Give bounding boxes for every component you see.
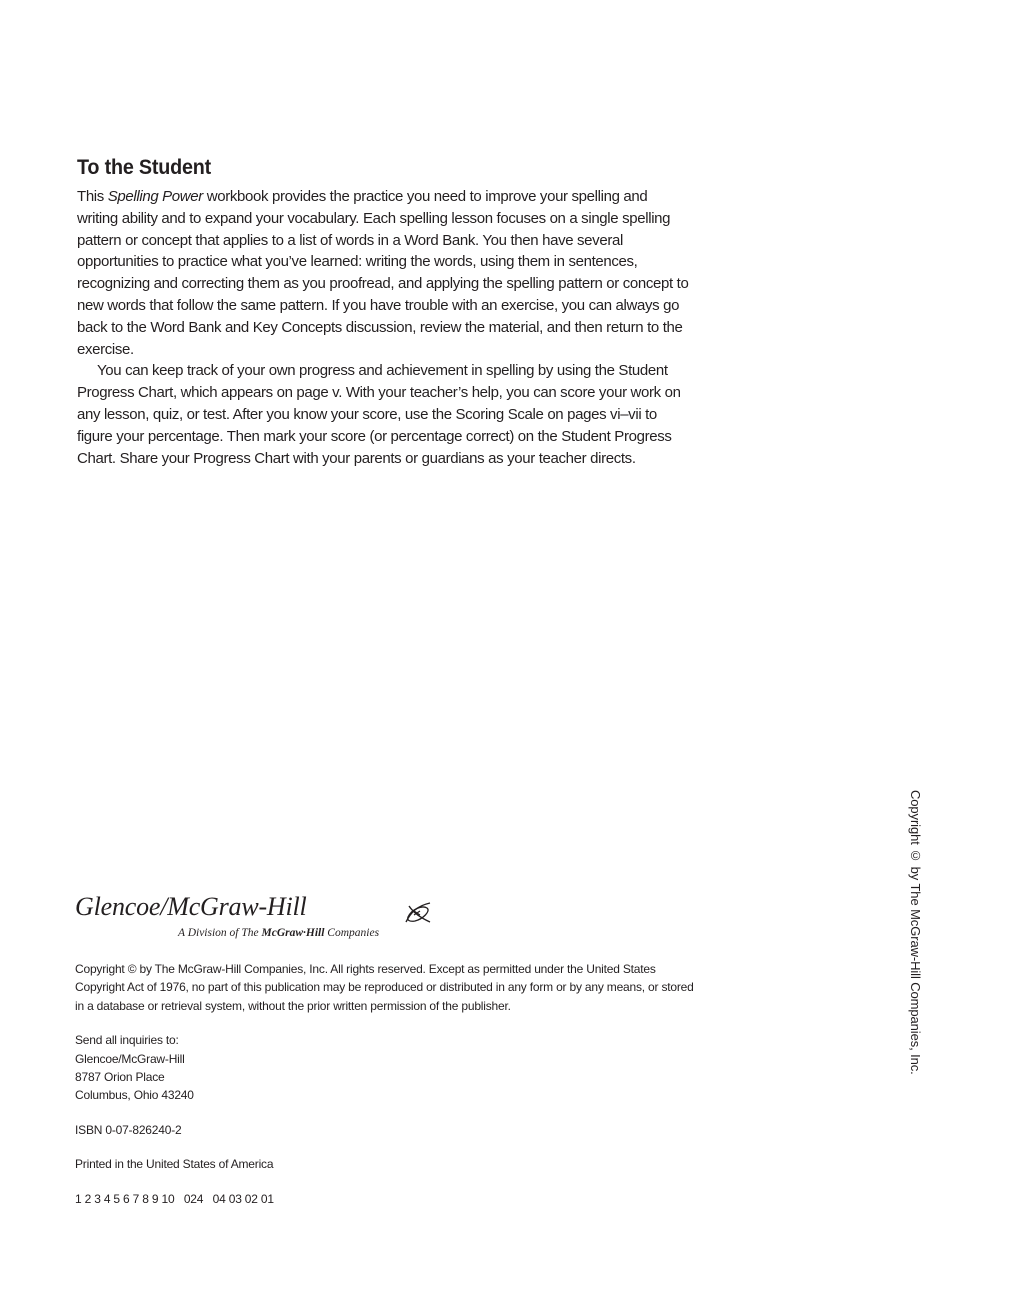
publisher-division-line: A Division of The McGraw·Hill Companies (178, 927, 380, 939)
section-title: To the Student (77, 156, 212, 179)
side-copyright-notice: Copyright © by The McGraw-Hill Companies, Inc. (908, 790, 923, 1075)
mcgraw-hill-brand: McGraw·Hill (261, 927, 325, 939)
workbook-title: Spelling Power (107, 188, 203, 205)
printed-in: Printed in the United States of America (75, 1157, 274, 1172)
address-line: Glencoe/McGraw-Hill (75, 1051, 185, 1066)
address-line: 8787 Orion Place (75, 1070, 165, 1085)
copyright-notice: Copyright © by The McGraw-Hill Companies, Inc. All rights reserved. Except as permitted under the United States Copyright Act of 1976, no part of this publication may be reproduced or distributed in any form or by any means, or stored in a database or retrieval system, without the prior written permission of the publisher. (75, 962, 694, 1013)
publisher-wordmark: Glencoe/McGraw-Hill (75, 892, 307, 921)
mcgraw-hill-logo-icon (403, 900, 433, 926)
progress-paragraph: You can keep track of your own progress and achievement in spelling by using the Student Progress Chart, which appears on page v. With your teacher’s help, you can score your work on any lesson, quiz, or test. After you know your score, use the Scoring Scale on pages vi–vii to figure your percentage. Then mark your score (or percentage correct) on the Student Progress Chart. Share your Progress Chart with your parents or guardians as your teacher directs. (77, 362, 681, 467)
address-line: Columbus, Ohio 43240 (75, 1088, 194, 1103)
isbn: ISBN 0-07-826240-2 (75, 1122, 182, 1137)
intro-paragraph-rest: workbook provides the practice you need to improve your spelling and writing ability and to expand your vocabulary. Each spelling lesson focuses on a single spelling pattern or concept that applies to a list of words in a Word Bank. You then have several opportunities to practice what you’ve learned: writing the words, using them in sentences, recognizing and correcting them as you proofread, and applying the spelling pattern or concept to new words that follow the same pattern. If you have trouble with an exercise, you can always go back to the Word Bank and Key Concepts discussion, review the material, and then return to the exercise. (77, 188, 689, 358)
to-the-student-section (77, 156, 689, 469)
print-line: 1 2 3 4 5 6 7 8 9 10 024 04 03 02 01 (75, 1191, 274, 1206)
legal-block (75, 960, 695, 1208)
publisher-logo (75, 892, 455, 948)
intro-paragraph-start: This (77, 188, 108, 205)
inquiries-label: Send all inquiries to: (75, 1033, 179, 1048)
intro-paragraph (77, 186, 689, 360)
inquiries-block (75, 1031, 695, 1105)
